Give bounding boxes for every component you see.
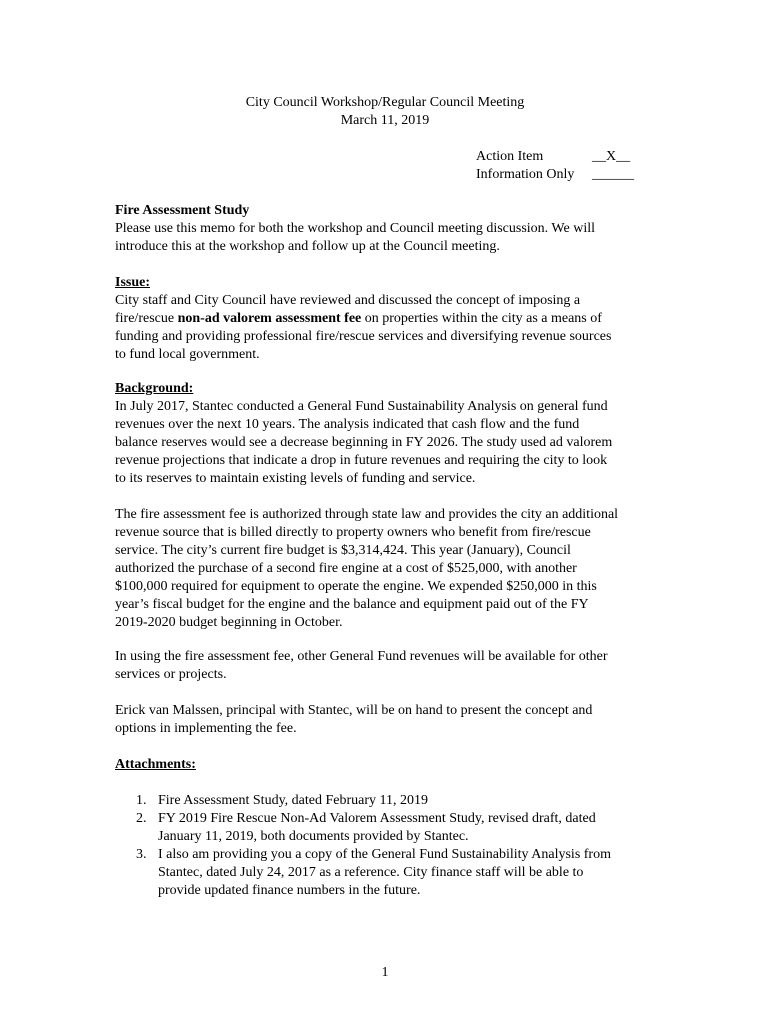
subject-line: Please use this memo for both the workshop and Council meeting discussion. We will <box>115 221 595 236</box>
issue-heading: Issue: <box>115 275 151 290</box>
presenter-line: options in implementing the fee. <box>115 721 297 736</box>
fee-line: The fire assessment fee is authorized through state law and provides the city an additional <box>115 507 619 522</box>
list-number: 1. <box>136 793 147 808</box>
list-number: 2. <box>136 811 147 826</box>
list-item-text: Stantec, dated July 24, 2017 as a reference. City finance staff will be able to <box>158 865 584 880</box>
list-item-text: provide updated finance numbers in the future. <box>158 883 421 898</box>
issue-text: on properties within the city as a means of <box>361 311 602 326</box>
subject-section <box>115 202 675 256</box>
general-fund-line: services or projects. <box>115 667 227 682</box>
attachments-heading-block <box>115 756 675 774</box>
subject-title: Fire Assessment Study <box>115 203 250 218</box>
fee-line: authorized the purchase of a second fire engine at a cost of $525,000, with another <box>115 561 577 576</box>
background-line: In July 2017, Stantec conducted a General Fund Sustainability Analysis on general fund <box>115 399 608 414</box>
list-item <box>115 792 675 810</box>
fee-line: service. The city’s current fire budget is $3,314,424. This year (January), Council <box>115 543 571 558</box>
issue-line: to fund local government. <box>115 347 260 362</box>
issue-section <box>115 274 675 364</box>
fee-line: $100,000 required for equipment to operate the engine. We expended $250,000 in this <box>115 579 597 594</box>
attachments-list <box>115 792 675 900</box>
list-item-text: Fire Assessment Study, dated February 11, 2019 <box>158 793 428 808</box>
action-item-label: Action Item <box>476 149 544 164</box>
background-line: revenues over the next 10 years. The analysis indicated that cash flow and the fund <box>115 417 580 432</box>
background-line: revenue projections that indicate a drop in future revenues and requiring the city to look <box>115 453 608 468</box>
background-line: to its reserves to maintain existing levels of funding and service. <box>115 471 476 486</box>
general-fund-paragraph <box>115 648 675 684</box>
issue-line: City staff and City Council have reviewed and discussed the concept of imposing a <box>115 293 581 308</box>
fee-line: year’s fiscal budget for the engine and the balance and equipment paid out of the FY <box>115 597 589 612</box>
fee-line: 2019-2020 budget beginning in October. <box>115 615 343 630</box>
general-fund-line: In using the fire assessment fee, other General Fund revenues will be available for other <box>115 649 608 664</box>
information-only-label: Information Only <box>476 167 575 182</box>
list-item <box>115 810 675 846</box>
non-ad-valorem-emphasis: non-ad valorem assessment fee <box>177 311 362 326</box>
background-line: balance reserves would see a decrease beginning in FY 2026. The study used ad valorem <box>115 435 613 450</box>
attachments-heading: Attachments: <box>115 757 196 772</box>
fee-paragraph <box>115 506 675 632</box>
fee-line: revenue source that is billed directly to property owners who benefit from fire/rescue <box>115 525 591 540</box>
subject-line: introduce this at the workshop and follow up at the Council meeting. <box>115 239 500 254</box>
list-number: 3. <box>136 847 147 862</box>
issue-line <box>115 310 675 328</box>
background-section <box>115 380 675 488</box>
list-item <box>115 846 675 900</box>
issue-line: funding and providing professional fire/rescue services and diversifying revenue sources <box>115 329 612 344</box>
list-item-text: January 11, 2019, both documents provided by Stantec. <box>158 829 469 844</box>
meeting-title: City Council Workshop/Regular Council Meeting <box>245 95 525 110</box>
list-item-text: FY 2019 Fire Rescue Non-Ad Valorem Assessment Study, revised draft, dated <box>158 811 596 826</box>
action-item-mark: __X__ <box>592 149 631 164</box>
presenter-paragraph <box>115 702 675 738</box>
information-only-mark: ______ <box>592 167 634 182</box>
list-item-text: I also am providing you a copy of the General Fund Sustainability Analysis from <box>158 847 611 862</box>
background-heading: Background: <box>115 381 194 396</box>
meeting-date: March 11, 2019 <box>340 113 430 128</box>
issue-text: fire/rescue <box>115 311 178 326</box>
page-number: 1 <box>381 965 389 980</box>
presenter-line: Erick van Malssen, principal with Stantec, will be on hand to present the concept and <box>115 703 593 718</box>
